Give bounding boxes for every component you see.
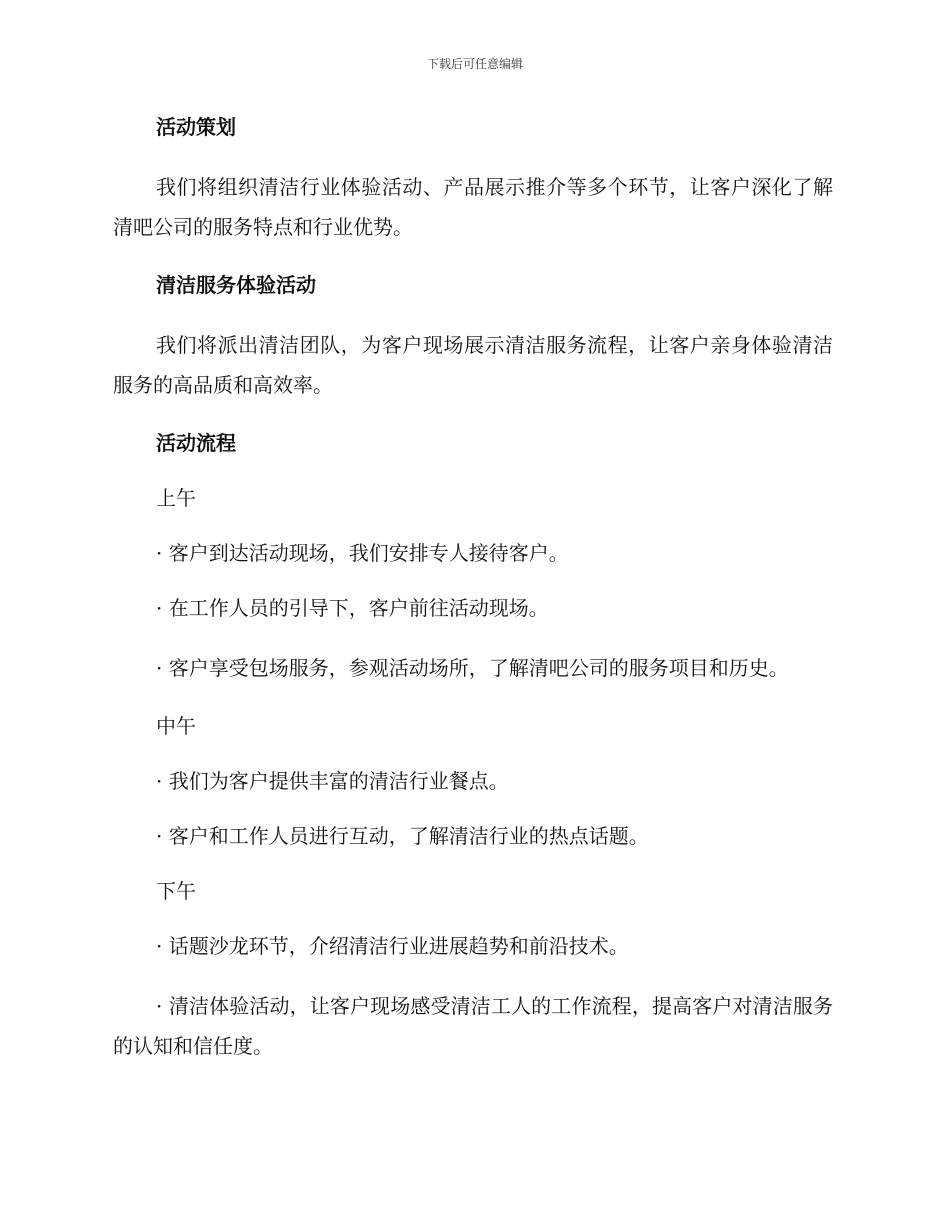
- section-title-activity-planning: 活动策划: [156, 115, 236, 139]
- subsection-title-morning: 上午: [156, 486, 196, 510]
- section-title-cleaning-experience: 清洁服务体验活动: [156, 273, 316, 297]
- list-item-morning-1: · 客户到达活动现场，我们安排专人接待客户。: [156, 541, 569, 565]
- list-item-afternoon-1: · 话题沙龙环节，介绍清洁行业进展趋势和前沿技术。: [156, 934, 629, 958]
- list-item-morning-2: · 在工作人员的引导下，客户前往活动现场。: [156, 596, 549, 620]
- list-item-noon-1: · 我们为客户提供丰富的清洁行业餐点。: [156, 769, 509, 793]
- section-body-cleaning-experience: 我们将派出清洁团队，为客户现场展示清洁服务流程，让客户亲身体验清洁服务的高品质和高效率。: [113, 333, 833, 397]
- list-item-afternoon-2: · 清洁体验活动，让客户现场感受清洁工人的工作流程，提高客户对清洁服务的认知和信任度。: [113, 994, 833, 1058]
- header-note: 下载后可任意编辑: [426, 57, 523, 71]
- list-item-noon-2: · 客户和工作人员进行互动，了解清洁行业的热点话题。: [156, 824, 649, 848]
- section-body-activity-planning: 我们将组织清洁行业体验活动、产品展示推介等多个环节，让客户深化了解清吧公司的服务特点和行业优势。: [113, 175, 833, 239]
- section-title-activity-flow: 活动流程: [156, 431, 236, 455]
- subsection-title-afternoon: 下午: [156, 879, 196, 903]
- subsection-title-noon: 中午: [156, 714, 196, 738]
- document-content: [113, 112, 833, 1066]
- list-item-morning-3: · 客户享受包场服务，参观活动场所，了解清吧公司的服务项目和历史。: [156, 656, 789, 680]
